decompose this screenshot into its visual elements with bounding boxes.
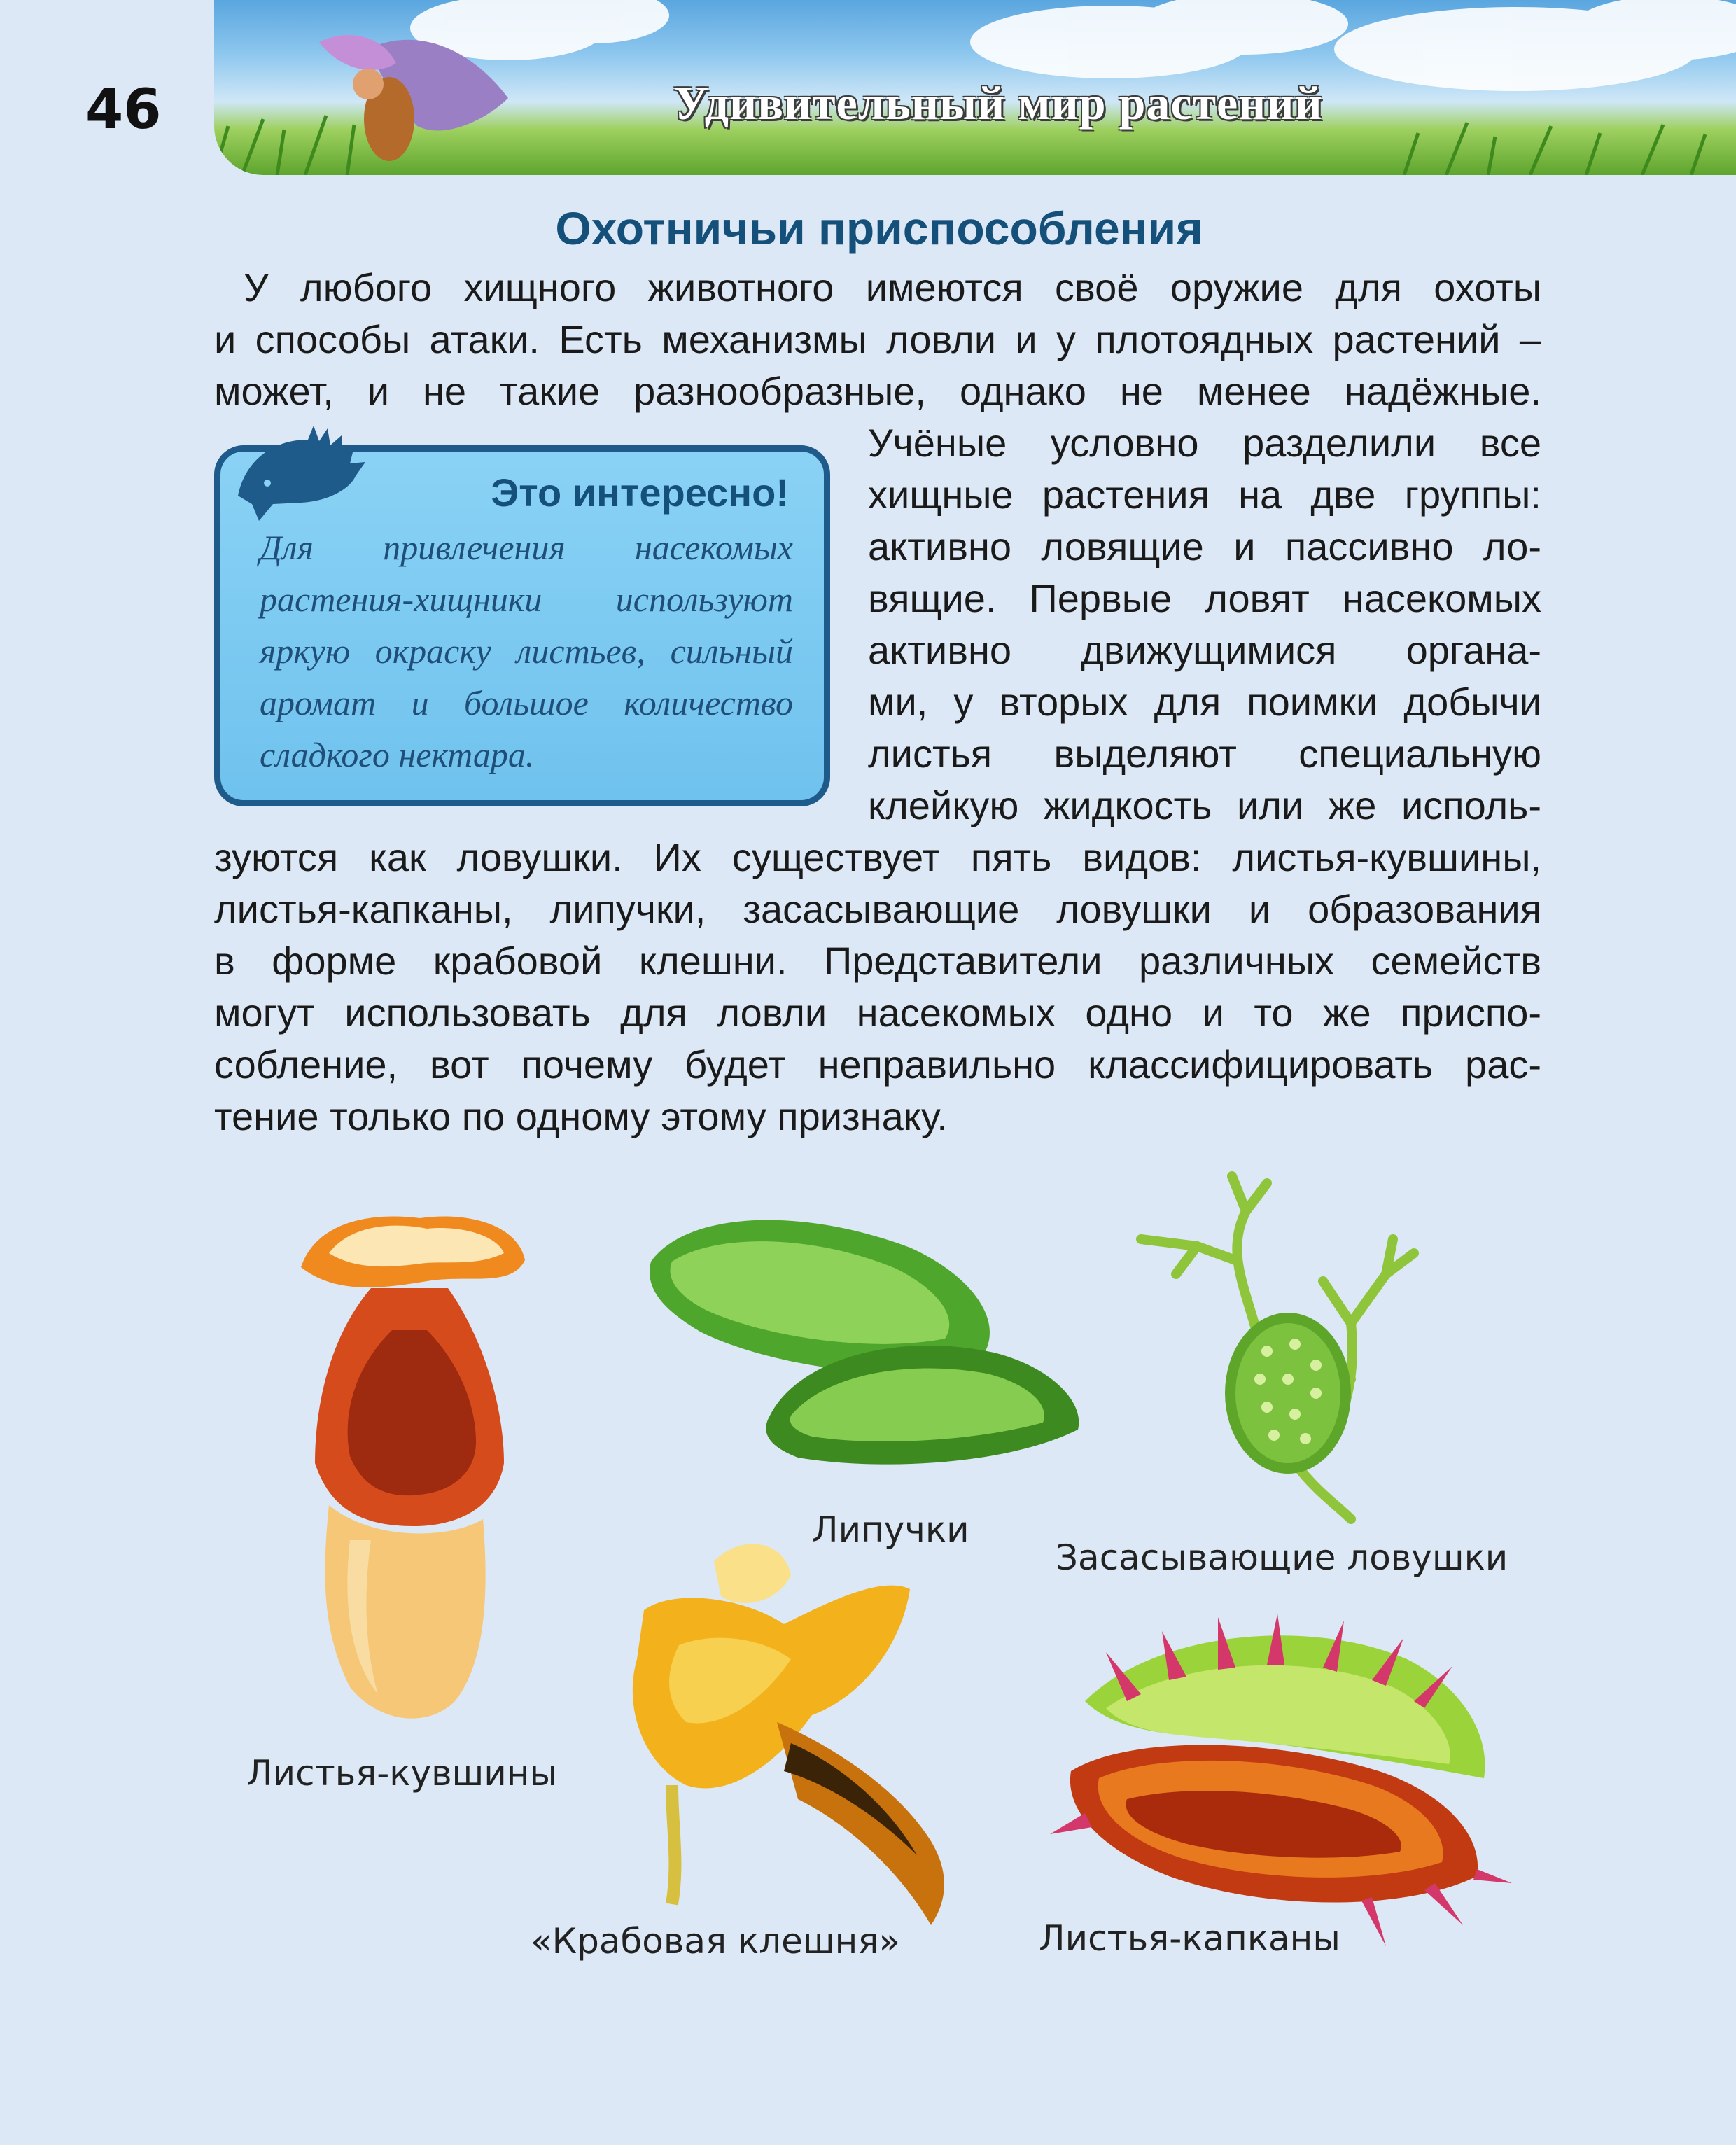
body-line-4: могут использовать для ловли насекомых одно и то же приспо- (214, 991, 1541, 1035)
body-line-1: зуются как ловушки. Их существует пять видов: листья-кувшины, (214, 835, 1541, 879)
crab-claw-caption: «Крабовая клешня» (531, 1921, 901, 1962)
pitcher-leaf-caption: Листья-кувшины (246, 1753, 557, 1794)
hedgehog-icon (231, 419, 371, 524)
side-line-4: вящие. Первые ловят насекомых (868, 576, 1541, 620)
snap-trap-caption: Листья-капканы (1039, 1918, 1340, 1959)
side-line-6: ми, у вторых для поимки добычи (868, 680, 1541, 724)
fact-box-text: Для привлечения насекомых растения-хищники используют яркую окраску листьев, сильный аромат и большое количество сладкого нектара. (260, 528, 793, 774)
suction-trap-caption: Засасывающие ловушки (1056, 1537, 1508, 1578)
intro-line-2: и способы атаки. Есть механизмы ловли и у плотоядных растений – (214, 317, 1541, 361)
body-line-5: собление, вот почему будет неправильно классифицировать рас- (214, 1042, 1541, 1087)
side-line-7: листья выделяют специальную (868, 732, 1541, 776)
body-line-6: тение только по одному этому признаку. (214, 1094, 948, 1138)
pitcher-leaf-illustration (287, 1211, 546, 1729)
side-line-3: активно ловящие и пассивно ло- (868, 524, 1541, 568)
intro-line-3: может, и не такие разнообразные, однако не менее надёжные. (214, 369, 1541, 413)
body-line-3: в форме крабовой клешни. Представители различных семейств (214, 939, 1541, 983)
side-line-8: клейкую жидкость или же исполь- (868, 783, 1541, 827)
sticky-leaves-illustration (644, 1206, 1092, 1486)
side-line-1: Учёные условно разделили все (868, 421, 1541, 465)
body-line-2: листья-капканы, липучки, засасывающие ловушки и образования (214, 887, 1541, 931)
fact-box-title: Это интересно! (491, 470, 789, 515)
sticky-leaves-caption: Липучки (812, 1509, 969, 1550)
intro-line-1: У любого хищного животного имеются своё оружие для охоты (244, 265, 1541, 309)
crab-claw-illustration (602, 1533, 1008, 1953)
snap-trap-illustration (1043, 1603, 1519, 1967)
suction-trap-illustration (1127, 1169, 1435, 1533)
side-line-2: хищные растения на две группы: (868, 473, 1541, 517)
header-title: Удивительный мир растений (673, 76, 1323, 130)
header-banner (214, 0, 1736, 175)
section-heading: Охотничьи приспособления (555, 202, 1203, 254)
side-line-5: активно движущимися органа- (868, 628, 1541, 672)
page-number: 46 (85, 78, 162, 141)
